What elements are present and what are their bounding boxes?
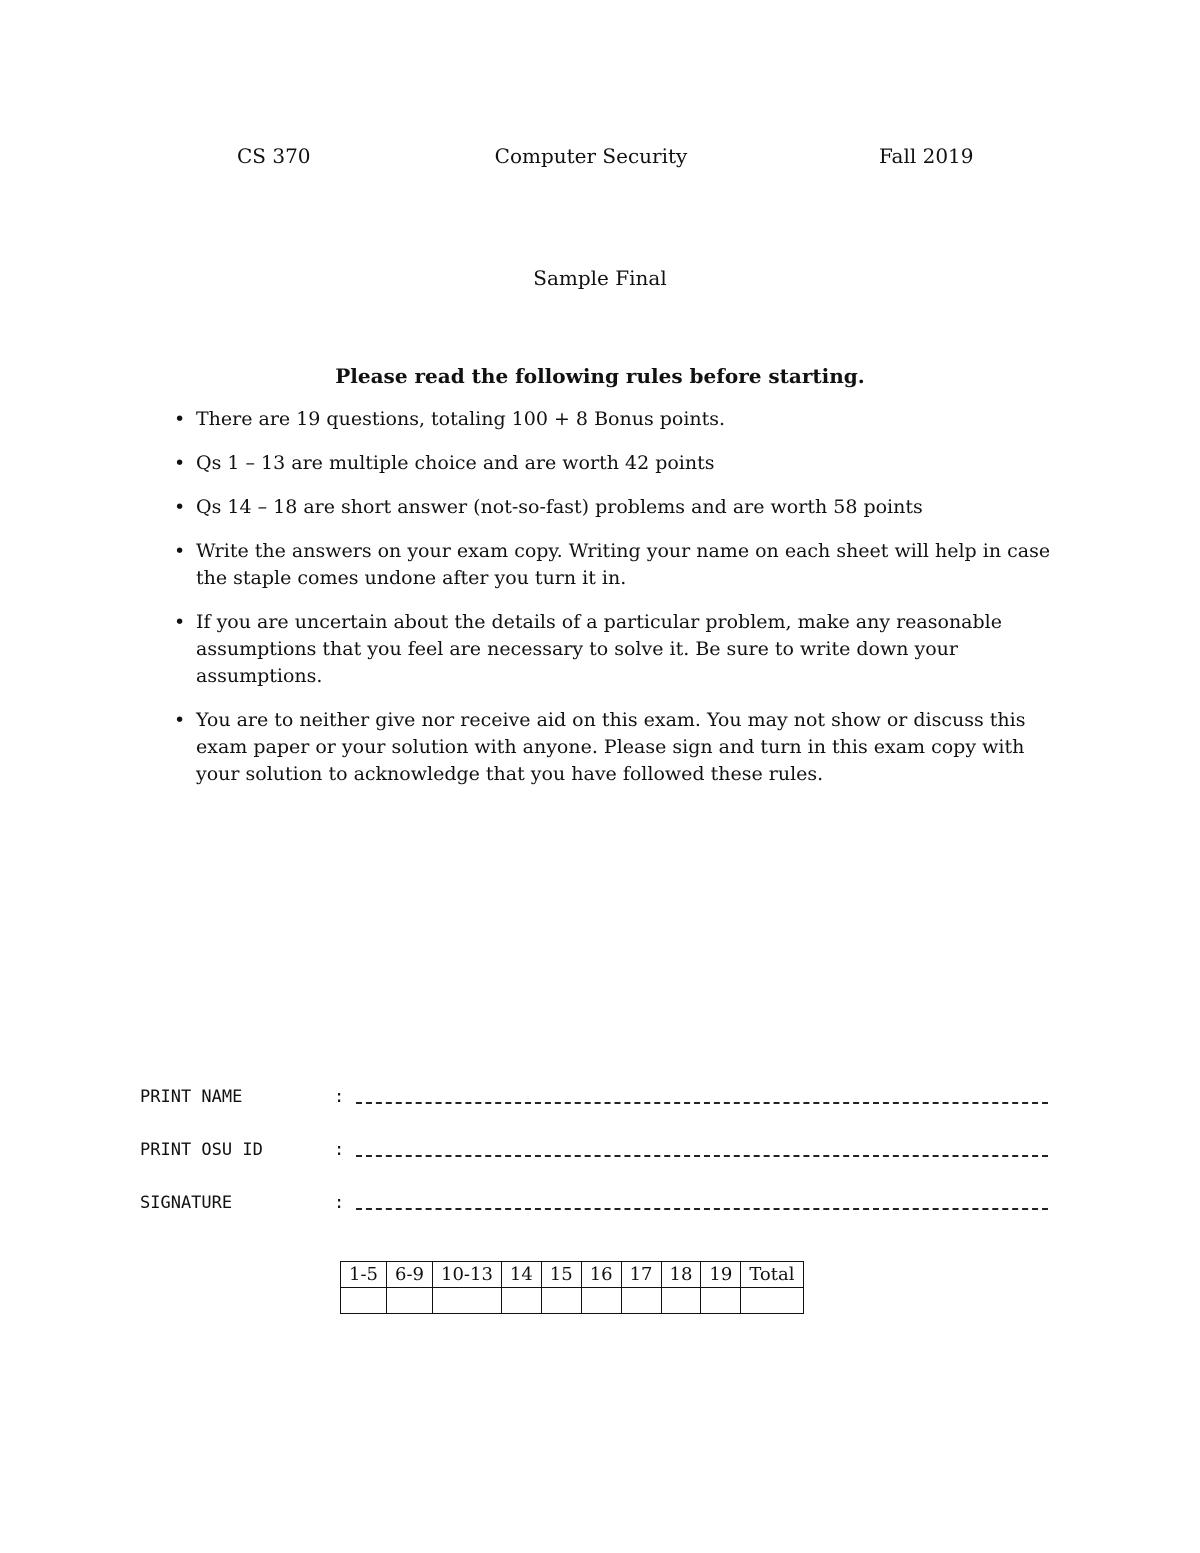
field-colon: : xyxy=(334,1087,345,1107)
grade-table-header-row xyxy=(341,1262,804,1288)
bullet-icon: • xyxy=(174,709,186,731)
score-cell[interactable] xyxy=(741,1288,803,1314)
score-cell[interactable] xyxy=(433,1288,502,1314)
signature-label: SIGNATURE xyxy=(140,1193,233,1213)
course-code: CS 370 xyxy=(237,144,311,168)
rules-list xyxy=(174,406,1064,805)
score-cell[interactable] xyxy=(501,1288,541,1314)
term: Fall 2019 xyxy=(879,144,974,168)
grade-table-score-row xyxy=(341,1288,804,1314)
grade-header-cell: 15 xyxy=(541,1262,581,1288)
bullet-icon: • xyxy=(174,540,186,562)
rule-text: You are to neither give nor receive aid on this exam. You may not show or discuss this exam paper or your solution with anyone. Please sign and turn in this exam copy with your solution to acknowledge that you have followed these rules. xyxy=(196,709,1026,785)
rule-item xyxy=(174,494,1064,521)
grade-header-cell: 17 xyxy=(621,1262,661,1288)
print-osu-id-label: PRINT OSU ID xyxy=(140,1140,263,1160)
rules-heading: Please read the following rules before starting. xyxy=(335,364,865,388)
grade-header-cell: 16 xyxy=(581,1262,621,1288)
print-name-label: PRINT NAME xyxy=(140,1087,243,1107)
bullet-icon: • xyxy=(174,452,186,474)
score-cell[interactable] xyxy=(621,1288,661,1314)
grade-header-cell: 6-9 xyxy=(387,1262,433,1288)
grade-table xyxy=(340,1261,804,1314)
grade-header-cell: 1-5 xyxy=(341,1262,387,1288)
rule-text: There are 19 questions, totaling 100 + 8 Bonus points. xyxy=(196,408,726,430)
rule-item xyxy=(174,707,1064,788)
grade-header-cell: 14 xyxy=(501,1262,541,1288)
bullet-icon: • xyxy=(174,611,186,633)
score-cell[interactable] xyxy=(701,1288,741,1314)
grade-header-cell: 10-13 xyxy=(433,1262,502,1288)
grade-header-cell: Total xyxy=(741,1262,803,1288)
rule-text: If you are uncertain about the details of a particular problem, make any reasonable assumptions that you feel are necessary to solve it. Be sure to write down your assumptions. xyxy=(196,611,1002,687)
exam-subtitle: Sample Final xyxy=(533,266,667,290)
print-osu-id-field[interactable] xyxy=(356,1155,1048,1157)
score-cell[interactable] xyxy=(387,1288,433,1314)
grade-header-cell: 18 xyxy=(661,1262,701,1288)
header xyxy=(0,144,1200,172)
rule-text: Qs 1 – 13 are multiple choice and are worth 42 points xyxy=(196,452,715,474)
rule-text: Write the answers on your exam copy. Writing your name on each sheet will help in case the staple comes undone after you turn it in. xyxy=(196,540,1051,589)
print-name-row xyxy=(140,1087,1060,1111)
rule-item xyxy=(174,538,1064,592)
bullet-icon: • xyxy=(174,496,186,518)
bullet-icon: • xyxy=(174,408,186,430)
rule-item xyxy=(174,450,1064,477)
score-cell[interactable] xyxy=(581,1288,621,1314)
rule-item xyxy=(174,406,1064,433)
score-cell[interactable] xyxy=(661,1288,701,1314)
print-osu-id-row xyxy=(140,1140,1060,1164)
print-name-field[interactable] xyxy=(356,1102,1048,1104)
rule-item xyxy=(174,609,1064,690)
grade-header-cell: 19 xyxy=(701,1262,741,1288)
score-cell[interactable] xyxy=(341,1288,387,1314)
rule-text: Qs 14 – 18 are short answer (not-so-fast) problems and are worth 58 points xyxy=(196,496,923,518)
signature-field[interactable] xyxy=(356,1208,1048,1210)
field-colon: : xyxy=(334,1193,345,1213)
course-title: Computer Security xyxy=(494,144,688,168)
field-colon: : xyxy=(334,1140,345,1160)
score-cell[interactable] xyxy=(541,1288,581,1314)
signature-row xyxy=(140,1193,1060,1217)
